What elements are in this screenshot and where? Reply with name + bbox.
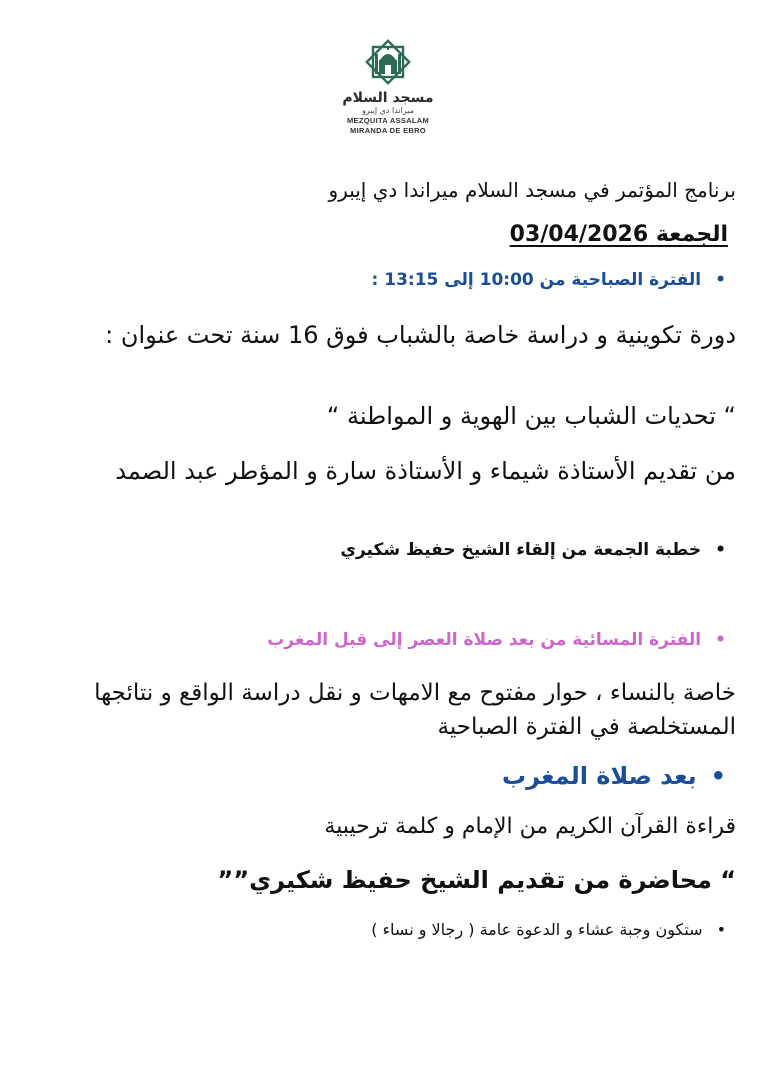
quran-welcome-text: قراءة القرآن الكريم من الإمام و كلمة ترحيبية bbox=[324, 814, 736, 839]
dinner-note: • ستكون وجبة عشاء و الدعوة عامة ( رجالا و نساء ) bbox=[20, 920, 736, 939]
friday-sermon-item: • خطبة الجمعة من إلقاء الشيخ حفيظ شكيري bbox=[20, 540, 736, 560]
course-presenters: من تقديم الأستاذة شيماء و الأستاذة سارة و المؤطر عبد الصمد bbox=[115, 457, 736, 485]
logo-arabic-city: ميراندا دي إيبرو bbox=[361, 106, 415, 115]
logo-latin-line2: MIRANDA DE EBRO bbox=[350, 126, 426, 135]
evening-session-heading: • الفترة المسائية من بعد صلاة العصر إلى قبل المغرب bbox=[20, 630, 736, 650]
lecture-text: “ محاضرة من تقديم الشيخ حفيظ شكيري”” bbox=[217, 866, 736, 894]
mosque-star-icon bbox=[361, 36, 415, 88]
after-maghrib-heading: • بعد صلاة المغرب bbox=[20, 762, 736, 790]
logo-arabic-name: مسجد السلام bbox=[342, 90, 434, 106]
mosque-logo bbox=[330, 36, 446, 136]
women-session-description: خاصة بالنساء ، حوار مفتوح مع الامهات و نقل دراسة الواقع و نتائجها المستخلصة في الفترة الصباحية bbox=[94, 680, 736, 740]
morning-session-heading: • الفترة الصباحية من 10:00 إلى 13:15 : bbox=[20, 270, 736, 290]
course-slogan: “ تحديات الشباب بين الهوية و المواطنة “ bbox=[326, 402, 736, 430]
logo-latin-line1: MEZQUITA ASSALAM bbox=[346, 116, 429, 125]
program-date bbox=[30, 222, 736, 247]
youth-course-description: دورة تكوينية و دراسة خاصة بالشباب فوق 16 سنة تحت عنوان : bbox=[105, 321, 736, 349]
program-date-text: الجمعة 03/04/2026 bbox=[509, 222, 728, 247]
program-title: برنامج المؤتمر في مسجد السلام ميراندا دي إيبرو bbox=[328, 178, 736, 202]
